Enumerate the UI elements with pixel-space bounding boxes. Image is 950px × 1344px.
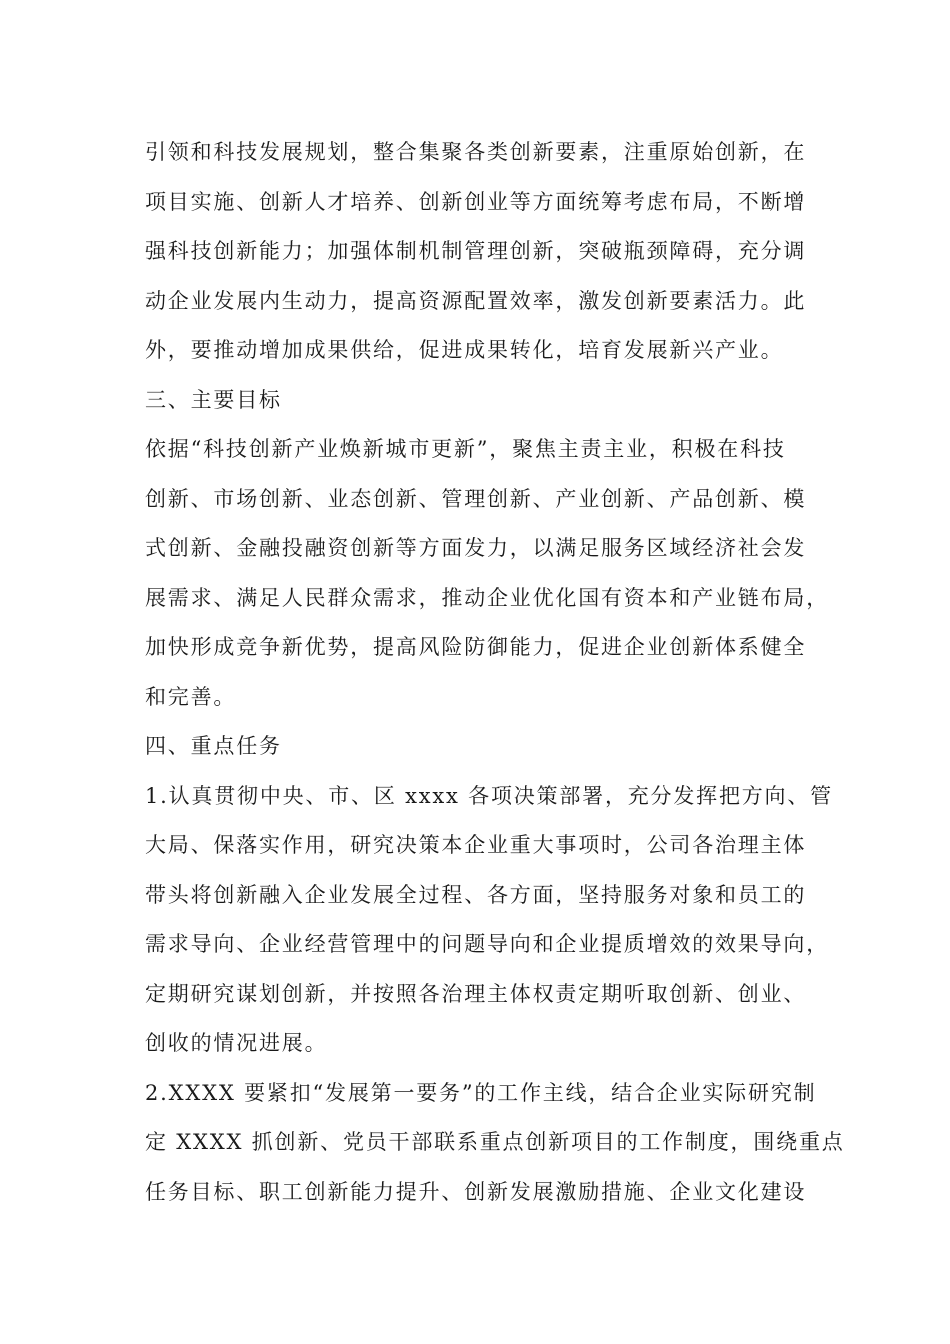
text-line: 1.认真贯彻中央、市、区 xxxx 各项决策部署，充分发挥把方向、管: [145, 783, 833, 808]
text-line: 加快形成竞争新优势，提高风险防御能力，促进企业创新体系健全: [145, 635, 807, 659]
text-line: 外，要推动增加成果供给，促进成果转化，培育发展新兴产业。: [145, 338, 784, 362]
section-heading-key-tasks: 四、重点任务: [145, 734, 282, 758]
text-line: 任务目标、职工创新能力提升、创新发展激励措施、企业文化建设: [145, 1179, 807, 1204]
paragraph-intro: [145, 128, 805, 376]
text-line: 定期研究谋划创新，并按照各治理主体权责定期听取创新、创业、: [145, 981, 807, 1006]
paragraph-task-2: [145, 1069, 845, 1218]
text-line: 需求导向、企业经营管理中的问题导向和企业提质增效的效果导向，: [145, 932, 829, 956]
text-line: 依据“科技创新产业焕新城市更新”，聚焦主责主业，积极在科技: [145, 437, 786, 461]
text-line: 展需求、满足人民群众需求，推动企业优化国有资本和产业链布局，: [145, 585, 829, 610]
text-line: 式创新、金融投融资创新等方面发力，以满足服务区域经济社会发: [145, 536, 807, 560]
text-line: 强科技创新能力；加强体制机制管理创新，突破瓶颈障碍，充分调: [145, 239, 807, 263]
text-line: 创新、市场创新、业态创新、管理创新、产业创新、产品创新、模: [145, 486, 807, 511]
paragraph-main-goals: [145, 425, 829, 722]
text-line: 动企业发展内生动力，提高资源配置效率，激发创新要素活力。此: [145, 288, 807, 313]
text-line: 和完善。: [145, 684, 237, 709]
text-line: 2.XXXX 要紧扣“发展第一要务”的工作主线，结合企业实际研究制: [145, 1080, 817, 1105]
text-line: 带头将创新融入企业发展全过程、各方面，坚持服务对象和员工的: [145, 882, 807, 907]
section-heading-main-goals: 三、主要目标: [145, 387, 282, 412]
text-line: 项目实施、创新人才培养、创新创业等方面统筹考虑布局，不断增: [145, 189, 807, 214]
document-page: [145, 128, 845, 1217]
paragraph-task-1: [145, 772, 833, 1069]
text-line: 创收的情况进展。: [145, 1031, 328, 1055]
text-line: 大局、保落实作用，研究决策本企业重大事项时，公司各治理主体: [145, 833, 807, 857]
text-line: 引领和科技发展规划，整合集聚各类创新要素，注重原始创新，在: [145, 140, 807, 164]
text-line: 定 XXXX 抓创新、党员干部联系重点创新项目的工作制度，围绕重点: [145, 1130, 845, 1154]
